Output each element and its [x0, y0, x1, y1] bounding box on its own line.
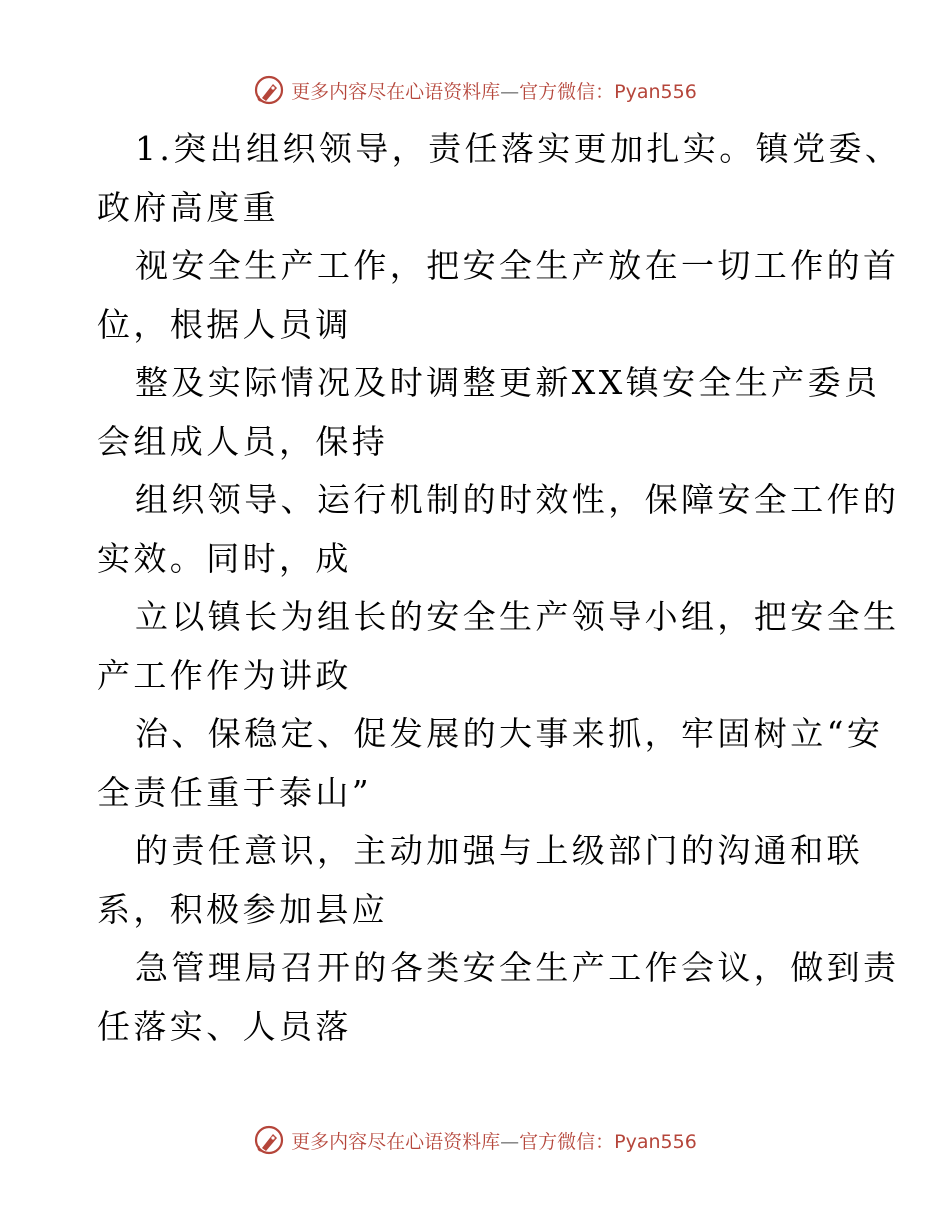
header-brand-main: 更多内容尽在心语资料库	[291, 80, 501, 103]
header-brand-dash: —	[500, 80, 520, 103]
body-line: 1.突出组织领导，责任落实更加扎实。镇党委、	[135, 129, 902, 168]
header-brand-text	[291, 77, 697, 104]
body-line: 整及实际情况及时调整更新XX镇安全生产委员	[135, 363, 881, 402]
body-line: 治、保稳定、促发展的大事来抓，牢固树立“安	[135, 714, 884, 753]
body-line: 急管理局召开的各类安全生产工作会议，做到责	[135, 948, 900, 987]
footer-brand-wechat: 官方微信：Pyan556	[519, 1130, 697, 1153]
body-line: 政府高度重	[97, 187, 279, 227]
body-line: 系，积极参加县应	[97, 889, 389, 929]
pen-nib-icon	[253, 74, 285, 106]
page-header	[0, 70, 950, 110]
document-body	[97, 120, 902, 1056]
body-line: 组织领导、运行机制的时效性，保障安全工作的	[135, 480, 900, 519]
body-line: 立以镇长为组长的安全生产领导小组，把安全生	[135, 597, 900, 636]
body-line: 视安全生产工作，把安全生产放在一切工作的首	[135, 246, 900, 285]
page-footer	[0, 1120, 950, 1160]
pen-nib-icon	[253, 1124, 285, 1156]
body-line: 位，根据人员调	[97, 304, 352, 344]
footer-brand-text	[291, 1127, 697, 1154]
body-line: 产工作作为讲政	[97, 655, 352, 695]
header-brand-wechat: 官方微信：Pyan556	[519, 80, 697, 103]
footer-brand	[253, 1124, 697, 1156]
body-line: 全责任重于泰山”	[97, 772, 373, 812]
body-line: 会组成人员，保持	[97, 421, 389, 461]
body-line: 实效。同时，成	[97, 538, 352, 578]
body-line: 的责任意识，主动加强与上级部门的沟通和联	[135, 831, 863, 870]
body-line: 任落实、人员落	[97, 1006, 352, 1046]
footer-brand-dash: —	[500, 1130, 520, 1153]
footer-brand-main: 更多内容尽在心语资料库	[291, 1130, 501, 1153]
header-brand	[253, 74, 697, 106]
